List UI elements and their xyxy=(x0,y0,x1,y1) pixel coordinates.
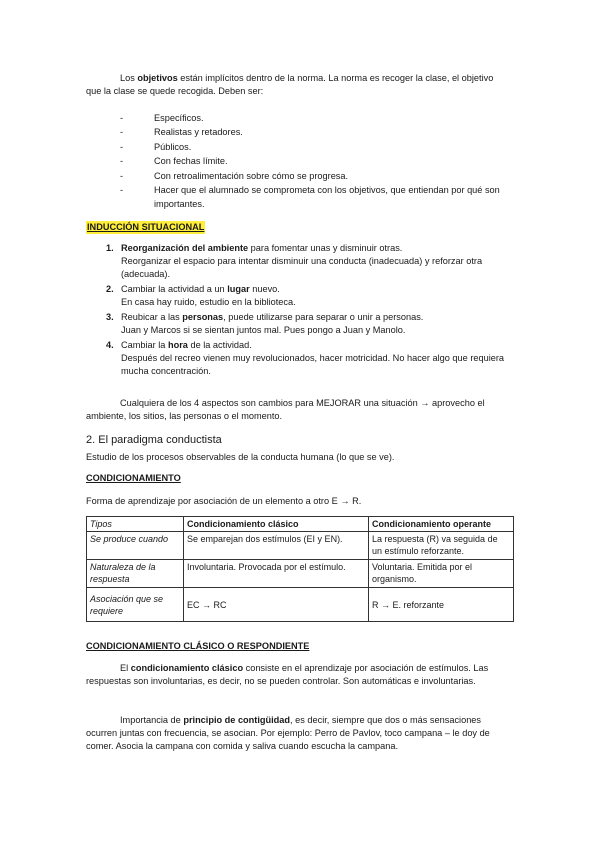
table-header-row xyxy=(87,517,514,532)
item-detail: Reorganizar el espacio para intentar disminuir una conducta (inadecuada) y reforzar otra (adecuada). xyxy=(121,256,483,279)
table-cell: La respuesta (R) va seguida de un estímulo reforzante. xyxy=(369,532,514,560)
table-cell: Voluntaria. Emitida por el organismo. xyxy=(369,560,514,588)
paradigma-title: 2. El paradigma conductista xyxy=(86,434,222,446)
list-item: - Con retroalimentación sobre cómo se progresa. xyxy=(120,169,510,183)
objetivos-paragraph: Los objetivos están implícitos dentro de la norma. La norma es recoger la clase, el objetivo que la clase se quede recogida. Deben ser: xyxy=(86,73,494,96)
table-cell: EC → RC xyxy=(184,588,369,622)
table-row xyxy=(87,560,514,588)
clasico-paragraph-2: Importancia de principio de contigüidad, es decir, siempre que dos o más sensaciones ocurren juntas con frecuencia, se asocian. Por ejemplo: Perro de Pavlov, toco campana – le doy de comer. Asocia la campana con comida y saliva cuando escucha la campana. xyxy=(86,715,490,751)
item-detail: Juan y Marcos si se sientan juntos mal. Pues pongo a Juan y Manolo. xyxy=(121,325,406,335)
induccion-summary: Cualquiera de los 4 aspectos son cambios para MEJORAR una situación → aprovecho el ambiente, los sitios, las personas o el momento. xyxy=(86,398,485,421)
comparison-table xyxy=(86,516,514,622)
table-cell: Asociación que se requiere xyxy=(87,588,184,622)
paradigma-description: Estudio de los procesos observables de la conducta humana (lo que se ve). xyxy=(86,452,395,462)
list-item: - Hacer que el alumnado se comprometa con los objetivos, que entiendan por qué son importantes. xyxy=(120,183,510,212)
table-cell: Involuntaria. Provocada por el estímulo. xyxy=(184,560,369,588)
table-header-cell: Condicionamiento clásico xyxy=(184,517,369,532)
table-cell: R → E. reforzante xyxy=(369,588,514,622)
table-row xyxy=(87,532,514,560)
list-item: 3. Reubicar a las personas, puede utilizarse para separar o unir a personas. Juan y Marcos si se sientan juntos mal. Pues pongo a Juan y Manolo. xyxy=(106,312,424,335)
list-item: - Públicos. xyxy=(120,140,510,154)
clasico-heading: CONDICIONAMIENTO CLÁSICO O RESPONDIENTE xyxy=(86,641,310,651)
condicionamiento-heading: CONDICIONAMIENTO xyxy=(86,473,181,483)
list-item: 4. Cambiar la hora de la actividad. Después del recreo vienen muy revolucionados, hacer motricidad. No hacer algo que requiera mucha concentración. xyxy=(106,340,505,376)
list-item: - Con fechas límite. xyxy=(120,154,510,168)
induccion-heading: INDUCCIÓN SITUACIONAL xyxy=(87,222,205,232)
table-cell: Se produce cuando xyxy=(87,532,184,560)
induccion-heading-wrap xyxy=(86,221,511,234)
table-header-cell: Tipos xyxy=(87,517,184,532)
list-item: - Realistas y retadores. xyxy=(120,125,510,139)
list-item: 2. Cambiar la actividad a un lugar nuevo. En casa hay ruido, estudio en la biblioteca. xyxy=(106,284,296,307)
table-row xyxy=(87,588,514,622)
item-detail: Después del recreo vienen muy revolucionados, hacer motricidad. No hacer algo que requiera mucha concentración. xyxy=(121,353,505,376)
item-number: 1. xyxy=(106,243,114,253)
induccion-list xyxy=(103,242,513,378)
list-item: 1. Reorganización del ambiente para fomentar unas y disminuir otras. Reorganizar el espacio para intentar disminuir una conducta (inadecuada) y reforzar otra (adecuada). xyxy=(106,243,483,279)
item-number: 3. xyxy=(106,312,114,322)
objetivos-list xyxy=(120,111,510,212)
table-header-cell: Condicionamiento operante xyxy=(369,517,514,532)
condicionamiento-definition: Forma de aprendizaje por asociación de un elemento a otro E → R. xyxy=(86,496,362,506)
item-number: 2. xyxy=(106,284,114,294)
clasico-paragraph-1: El condicionamiento clásico consiste en el aprendizaje por asociación de estímulos. Las respuestas son involuntarias, es decir, no se pueden controlar. Son automáticas e involuntarias. xyxy=(86,663,489,686)
item-detail: En casa hay ruido, estudio en la biblioteca. xyxy=(121,297,296,307)
item-number: 4. xyxy=(106,340,114,350)
table-cell: Se emparejan dos estímulos (EI y EN). xyxy=(184,532,369,560)
list-item: - Específicos. xyxy=(120,111,510,125)
table-cell: Naturaleza de la respuesta xyxy=(87,560,184,588)
